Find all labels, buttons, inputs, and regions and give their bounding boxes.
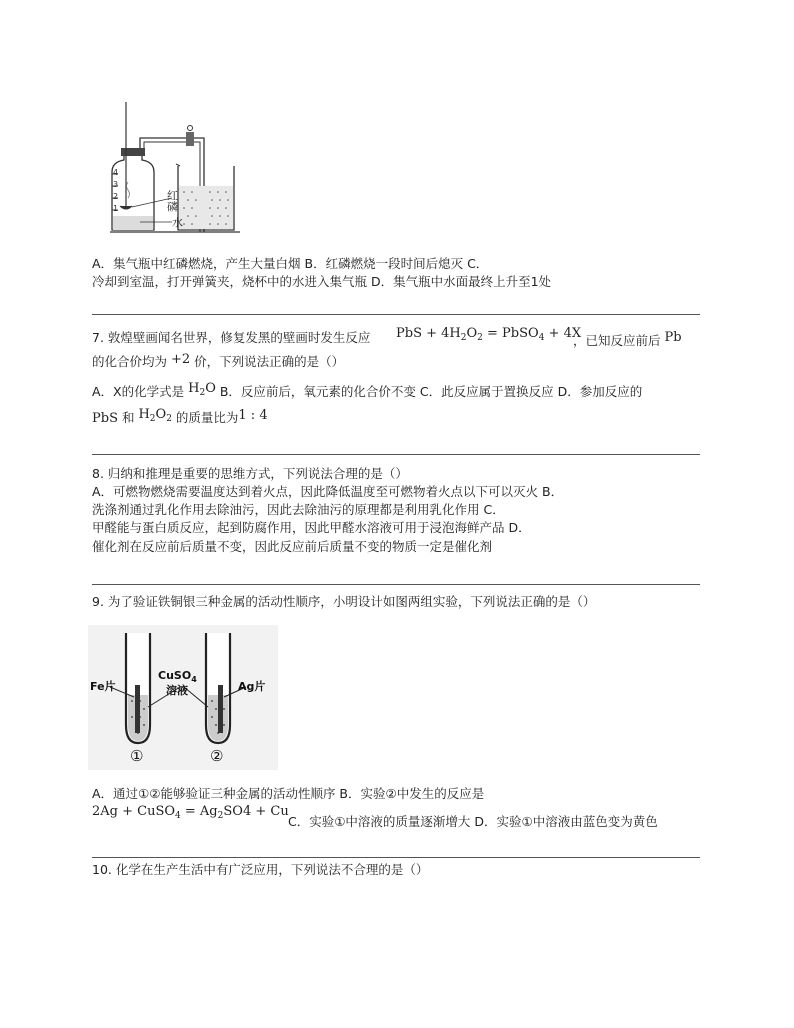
q7-h2o-o: O [205, 381, 216, 396]
flask-scale-1: 1 [113, 204, 119, 213]
q10-stem: 10. 化学在生产生活中有广泛应用，下列说法不合理的是（） [92, 862, 429, 877]
figure-test-tubes [88, 625, 278, 770]
q7-h2o [188, 381, 216, 396]
q6-options-line2: 冷却到室温，打开弹簧夹，烧杯中的水进入集气瓶 D．集气瓶中水面最终上升至1处 [92, 274, 552, 289]
q7-stem-d: 价，下列说法正确的是（） [194, 354, 345, 369]
flask-scale-2: 2 [113, 192, 119, 201]
q6-options-line1: A．集气瓶中红磷燃烧，产生大量白烟 B．红磷燃烧一段时间后熄灭 C． [92, 256, 489, 271]
q7-stem-a: 7. 敦煌壁画闻名世界，修复发黑的壁画时发生反应 [92, 330, 371, 345]
label-cuso4-main: CuSO [158, 669, 192, 682]
label-ag-plate: Ag片 [238, 680, 266, 693]
q7-opt-b-to-d: B．反应前后，氧元素的化合价不变 C．此反应属于置换反应 D．参加反应的 [219, 384, 643, 399]
q7-opt-a: A．X的化学式是 [92, 384, 185, 399]
q7-and: 和 [117, 410, 139, 425]
label-red-phosphorus: 红磷 [165, 190, 179, 212]
flask-scale-3: 3 [113, 180, 119, 189]
q7-h2o-h: H [188, 381, 200, 396]
label-tube-1: ① [130, 747, 144, 765]
q7-h2o2-h: H [138, 407, 150, 422]
q8-line4: 甲醛能与蛋白质反应，起到防腐作用，因此甲醛水溶液可用于浸泡海鲜产品 D． [92, 520, 531, 535]
q8-line2: A．可燃物燃烧需要温度达到着火点，因此降低温度至可燃物着火点以下可以灭火 B． [92, 484, 564, 499]
q7-stem-line1 [92, 330, 370, 346]
divider-3 [92, 584, 700, 585]
q7-h2o2-o: O [155, 407, 167, 422]
q7-h2o-sub: 2 [199, 388, 206, 398]
q9-eq-part-b: = Ag [180, 804, 218, 819]
q7-eq-part4: + 4X [544, 326, 582, 341]
q9-stem: 9. 为了验证铁铜银三种金属的活动性顺序，小明设计如图两组实验，下列说法正确的是（） [92, 594, 596, 609]
figure-phosphorus-apparatus [100, 100, 280, 235]
q7-eq-part2: O [466, 326, 478, 341]
q7-valence: +2 [171, 352, 191, 367]
q7-ratio: 1 : 4 [238, 408, 268, 423]
q7-stem-b [573, 330, 682, 350]
q7-equation [396, 326, 581, 346]
q7-h2o2-sub2: 2 [166, 414, 172, 424]
q9-eq-part-c: SO4 + Cu [223, 804, 289, 819]
q7-pb: Pb [664, 330, 682, 345]
q7-h2o2 [138, 407, 171, 422]
q7-eq-sub1: 2 [460, 333, 467, 343]
q7-h2o2-sub1: 2 [149, 414, 156, 424]
divider-2 [92, 454, 700, 455]
q9-eq-part-a: 2Ag + CuSO [92, 804, 176, 819]
q9-equation [92, 804, 289, 824]
q7-pbs: PbS [92, 411, 118, 426]
label-water: 水 [172, 216, 183, 229]
label-cuso4-sub: 4 [191, 675, 197, 684]
q8-stem: 8. 归纳和推理是重要的思维方式，下列说法合理的是（） [92, 466, 408, 481]
flask-scale-4: 4 [113, 168, 119, 177]
q7-options-line2 [92, 407, 268, 431]
q7-eq-sub3: 4 [538, 333, 545, 343]
q7-eq-part3: = PbSO [482, 326, 539, 341]
q7-eq-part1: PbS + 4H [396, 326, 461, 341]
q8-line3: 洗涤剂通过乳化作用去除油污，因此去除油污的原理都是利用乳化作用 C． [92, 502, 505, 517]
divider-4 [92, 857, 700, 858]
q8-line5: 催化剂在反应前后质量不变，因此反应前后质量不变的物质一定是催化剂 [92, 539, 493, 554]
q7-mass-ratio-text: 的质量比为 [171, 410, 239, 425]
q7-stem-line2 [92, 354, 344, 371]
q9-eq-sub-a: 4 [175, 811, 181, 821]
q9-options-line1: A．通过①②能够验证三种金属的活动性顺序 B．实验②中发生的反应是 [92, 786, 485, 801]
q9-eq-sub-b: 2 [217, 811, 224, 821]
q7-stem-b-text: ，已知反应前后 [573, 333, 661, 348]
q9-options-line2: C．实验①中溶液的质量逐渐增大 D．实验①中溶液由蓝色变为黄色 [288, 814, 658, 829]
label-tube-2: ② [210, 747, 224, 765]
label-solution: 溶液 [166, 684, 188, 697]
divider-1 [92, 314, 700, 315]
q7-eq-sub2: 2 [477, 333, 483, 343]
q7-options-line1 [92, 381, 643, 405]
label-fe-plate: Fe片 [90, 680, 116, 693]
q7-stem-c: 的化合价均为 [92, 354, 168, 369]
